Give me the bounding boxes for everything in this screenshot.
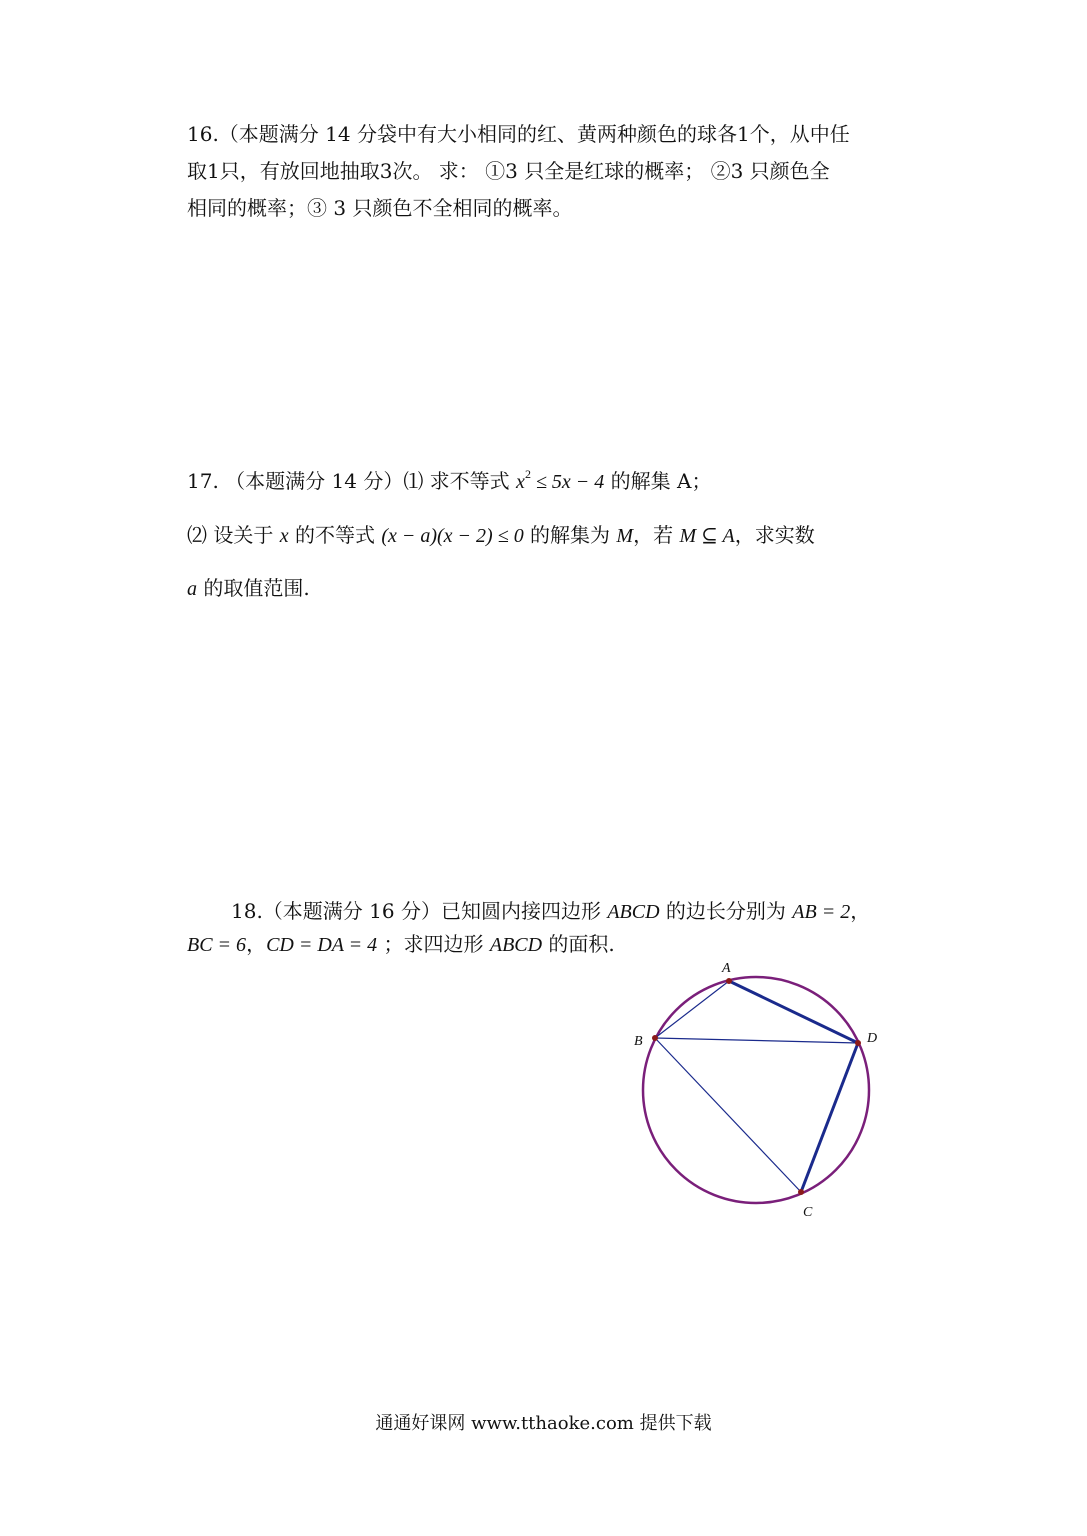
q17-l2-x: x	[279, 525, 289, 547]
q17-l1-post: 的解集 A；	[604, 469, 712, 493]
label-d: D	[867, 1031, 878, 1046]
q18-l2-quad: ABCD	[489, 934, 543, 956]
question-17-part-2	[187, 517, 902, 555]
q18-l2-bc: BC = 6	[187, 934, 247, 956]
q17-l2-pre: ⑵ 设关于	[187, 523, 280, 547]
q18-l2-sep: ，	[246, 932, 267, 956]
label-b: B	[634, 1034, 643, 1049]
q18-l1-mid: 的边长分别为	[659, 899, 793, 923]
label-c: C	[803, 1205, 813, 1220]
q17-l1-pre: 17. （本题满分 14 分）⑴ 求不等式	[187, 469, 517, 493]
q17-l2-m: M	[616, 525, 634, 547]
cyclic-quadrilateral-figure	[620, 950, 890, 1230]
q18-l2-mid: ；求四边形	[377, 932, 490, 956]
point-a	[726, 978, 732, 984]
q18-l1-quad: ABCD	[607, 901, 660, 923]
footer-source-note: 通通好课网 www.tthaoke.com 提供下载	[375, 1413, 712, 1434]
segment-ab	[655, 981, 729, 1038]
q16-line-1: 16.（本题满分 14 分袋中有大小相同的红、黄两种颜色的球各1个，从中任	[187, 122, 850, 146]
q17-l1-ineq: ≤ 5x − 4	[530, 471, 605, 493]
segment-bc	[655, 1038, 801, 1192]
q16-line-2: 取1只，有放回地抽取3次。 求： ①3 只全是红球的概率； ②3 只颜色全	[187, 159, 830, 183]
q17-l1-x: x	[516, 471, 525, 493]
point-d	[855, 1040, 861, 1046]
q17-l2-mid3: ，若	[633, 523, 680, 547]
segment-dc	[801, 1043, 858, 1192]
q18-line-1	[187, 895, 902, 928]
question-17-part-1	[187, 456, 902, 501]
point-c	[798, 1189, 804, 1195]
q18-l1-post: ，	[850, 899, 871, 923]
question-16	[187, 116, 902, 227]
q18-l2-post: 的面积.	[542, 932, 615, 956]
q18-l2-cd: CD = DA = 4	[266, 934, 378, 956]
q17-l1-sup: 2	[524, 467, 531, 481]
segment-bd	[655, 1038, 858, 1043]
q16-line-3: 相同的概率；③ 3 只颜色不全相同的概率。	[187, 196, 573, 220]
question-17-part-3	[187, 570, 902, 608]
q17-l3-post: 的取值范围.	[197, 576, 310, 600]
q17-l2-post: ，求实数	[734, 523, 815, 547]
circumcircle	[643, 977, 869, 1203]
q17-l3-a: a	[187, 578, 197, 600]
q17-l2-mid2: 的解集为	[523, 523, 617, 547]
q17-l2-expr: (x − a)(x − 2) ≤ 0	[381, 525, 524, 547]
q17-l2-cond: M ⊆ A	[679, 525, 735, 547]
label-a: A	[722, 961, 731, 976]
q17-l2-mid: 的不等式	[288, 523, 382, 547]
q18-l1-pre: 18.（本题满分 16 分）已知圆内接四边形	[231, 899, 608, 923]
q18-l1-ab: AB = 2	[792, 901, 851, 923]
point-b	[652, 1035, 658, 1041]
